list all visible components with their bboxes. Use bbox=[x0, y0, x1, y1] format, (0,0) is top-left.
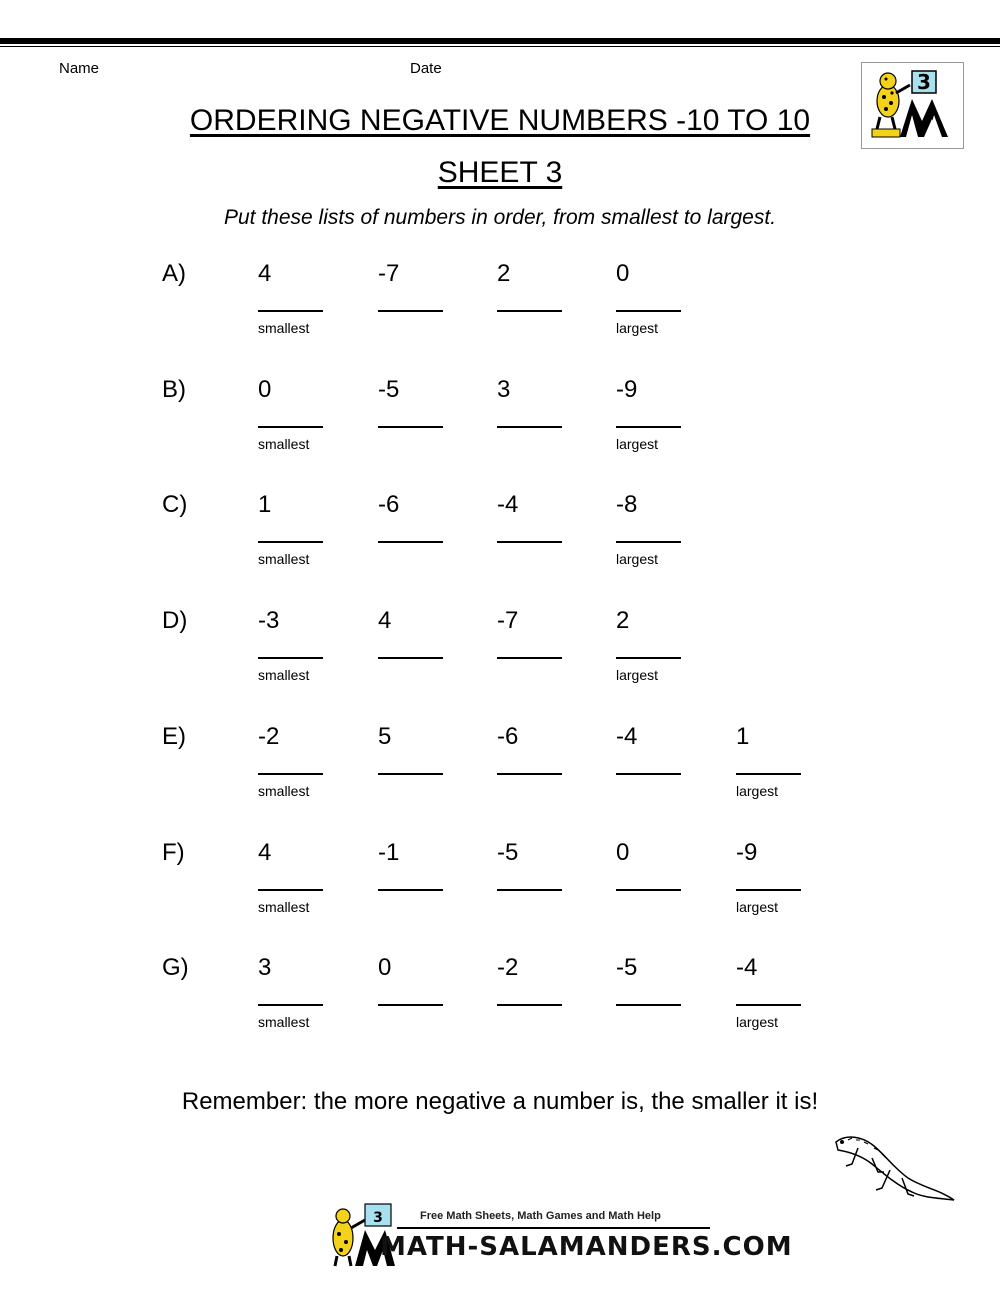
footer-badge-number: 3 bbox=[373, 1210, 383, 1226]
problem-number: -5 bbox=[378, 375, 400, 403]
problem-label: G) bbox=[162, 954, 189, 982]
largest-label: largest bbox=[616, 551, 659, 568]
answer-blank[interactable] bbox=[258, 426, 323, 428]
problem-number: -9 bbox=[616, 375, 638, 403]
answer-blank[interactable] bbox=[497, 889, 562, 891]
problem-number: 4 bbox=[258, 260, 272, 287]
smallest-label: smallest bbox=[258, 320, 310, 336]
top-rule bbox=[0, 38, 1000, 44]
problem-number: -4 bbox=[616, 722, 638, 750]
problem-row bbox=[0, 260, 1000, 360]
problem-number: 3 bbox=[497, 375, 511, 403]
footer-brand: MATH-SALAMANDERS.COM bbox=[380, 1232, 793, 1262]
largest-label: largest bbox=[736, 1014, 779, 1031]
answer-blank[interactable] bbox=[258, 657, 323, 659]
page-title: ORDERING NEGATIVE NUMBERS -10 TO 10 bbox=[189, 104, 811, 137]
instructions: Put these lists of numbers in order, from smallest to largest. bbox=[223, 206, 777, 229]
problem-row bbox=[0, 607, 1000, 707]
problem-number: 4 bbox=[258, 838, 272, 866]
problem-number: -6 bbox=[378, 491, 400, 519]
problem-number: 3 bbox=[258, 954, 272, 982]
problem-label: E) bbox=[162, 722, 186, 750]
answer-blank[interactable] bbox=[378, 657, 443, 659]
problem-number: 2 bbox=[497, 260, 511, 287]
smallest-label: smallest bbox=[258, 551, 310, 568]
smallest-label: smallest bbox=[258, 898, 310, 915]
smallest-label: smallest bbox=[258, 782, 310, 799]
answer-blank[interactable] bbox=[616, 541, 681, 543]
problem-number: -2 bbox=[497, 954, 519, 982]
answer-blank[interactable] bbox=[497, 773, 562, 775]
salamander-icon bbox=[828, 1128, 958, 1208]
problem-label: B) bbox=[162, 375, 186, 403]
answer-blank[interactable] bbox=[616, 889, 681, 891]
problem-number: 1 bbox=[736, 722, 750, 750]
name-label: Name bbox=[59, 60, 100, 77]
problem-number: -8 bbox=[616, 491, 638, 519]
answer-blank[interactable] bbox=[497, 310, 562, 312]
problem-number: 0 bbox=[258, 375, 272, 403]
problem-label: F) bbox=[162, 838, 185, 866]
answer-blank[interactable] bbox=[378, 889, 443, 891]
problem-number: -4 bbox=[497, 491, 519, 519]
answer-blank[interactable] bbox=[736, 1004, 801, 1006]
answer-blank[interactable] bbox=[736, 889, 801, 891]
problem-number: -3 bbox=[258, 607, 280, 635]
answer-blank[interactable] bbox=[378, 310, 443, 312]
problem-number: 0 bbox=[616, 260, 630, 287]
largest-label: largest bbox=[616, 320, 659, 336]
problem-row bbox=[0, 723, 1000, 823]
answer-blank[interactable] bbox=[378, 773, 443, 775]
answer-blank[interactable] bbox=[497, 1004, 562, 1006]
top-rule-thin bbox=[0, 46, 1000, 47]
problem-number: 2 bbox=[616, 607, 630, 635]
answer-blank[interactable] bbox=[616, 426, 681, 428]
remember-note: Remember: the more negative a number is, the smaller it is! bbox=[181, 1088, 819, 1115]
problem-row bbox=[0, 491, 1000, 591]
problem-number: 1 bbox=[258, 491, 272, 519]
answer-blank[interactable] bbox=[497, 657, 562, 659]
problem-number: 0 bbox=[378, 954, 392, 982]
problem-number: 5 bbox=[378, 722, 392, 750]
footer-tagline: Free Math Sheets, Math Games and Math Help bbox=[420, 1210, 661, 1222]
logo-badge-number: 3 bbox=[917, 70, 931, 94]
problem-number: -2 bbox=[258, 722, 280, 750]
problem-label: C) bbox=[162, 491, 188, 519]
problem-number: -5 bbox=[497, 838, 519, 866]
answer-blank[interactable] bbox=[497, 426, 562, 428]
problem-number: -9 bbox=[736, 838, 758, 866]
answer-blank[interactable] bbox=[258, 773, 323, 775]
answer-blank[interactable] bbox=[616, 1004, 681, 1006]
problem-number: -5 bbox=[616, 954, 638, 982]
answer-blank[interactable] bbox=[378, 541, 443, 543]
answer-blank[interactable] bbox=[497, 541, 562, 543]
answer-blank[interactable] bbox=[258, 889, 323, 891]
largest-label: largest bbox=[616, 435, 659, 452]
answer-blank[interactable] bbox=[736, 773, 801, 775]
answer-blank[interactable] bbox=[616, 657, 681, 659]
answer-blank[interactable] bbox=[616, 773, 681, 775]
date-label: Date bbox=[410, 60, 442, 77]
problem-label: D) bbox=[162, 607, 188, 635]
answer-blank[interactable] bbox=[258, 541, 323, 543]
problem-number: 0 bbox=[616, 838, 630, 866]
smallest-label: smallest bbox=[258, 435, 310, 452]
largest-label: largest bbox=[736, 782, 779, 799]
answer-blank[interactable] bbox=[378, 1004, 443, 1006]
smallest-label: smallest bbox=[258, 1014, 310, 1031]
problem-number: -6 bbox=[497, 722, 519, 750]
problem-number: -7 bbox=[497, 607, 519, 635]
problem-row bbox=[0, 954, 1000, 1054]
problem-row bbox=[0, 839, 1000, 939]
problem-number: 4 bbox=[378, 607, 392, 635]
problem-number: -7 bbox=[378, 260, 400, 287]
problem-number: -4 bbox=[736, 954, 758, 982]
problem-number: -1 bbox=[378, 838, 400, 866]
largest-label: largest bbox=[736, 898, 779, 915]
problem-row bbox=[0, 376, 1000, 476]
answer-blank[interactable] bbox=[616, 310, 681, 312]
sheet-number: SHEET 3 bbox=[437, 156, 563, 189]
smallest-label: smallest bbox=[258, 667, 310, 684]
answer-blank[interactable] bbox=[378, 426, 443, 428]
answer-blank[interactable] bbox=[258, 310, 323, 312]
largest-label: largest bbox=[616, 667, 659, 684]
answer-blank[interactable] bbox=[258, 1004, 323, 1006]
problem-label: A) bbox=[162, 260, 186, 287]
